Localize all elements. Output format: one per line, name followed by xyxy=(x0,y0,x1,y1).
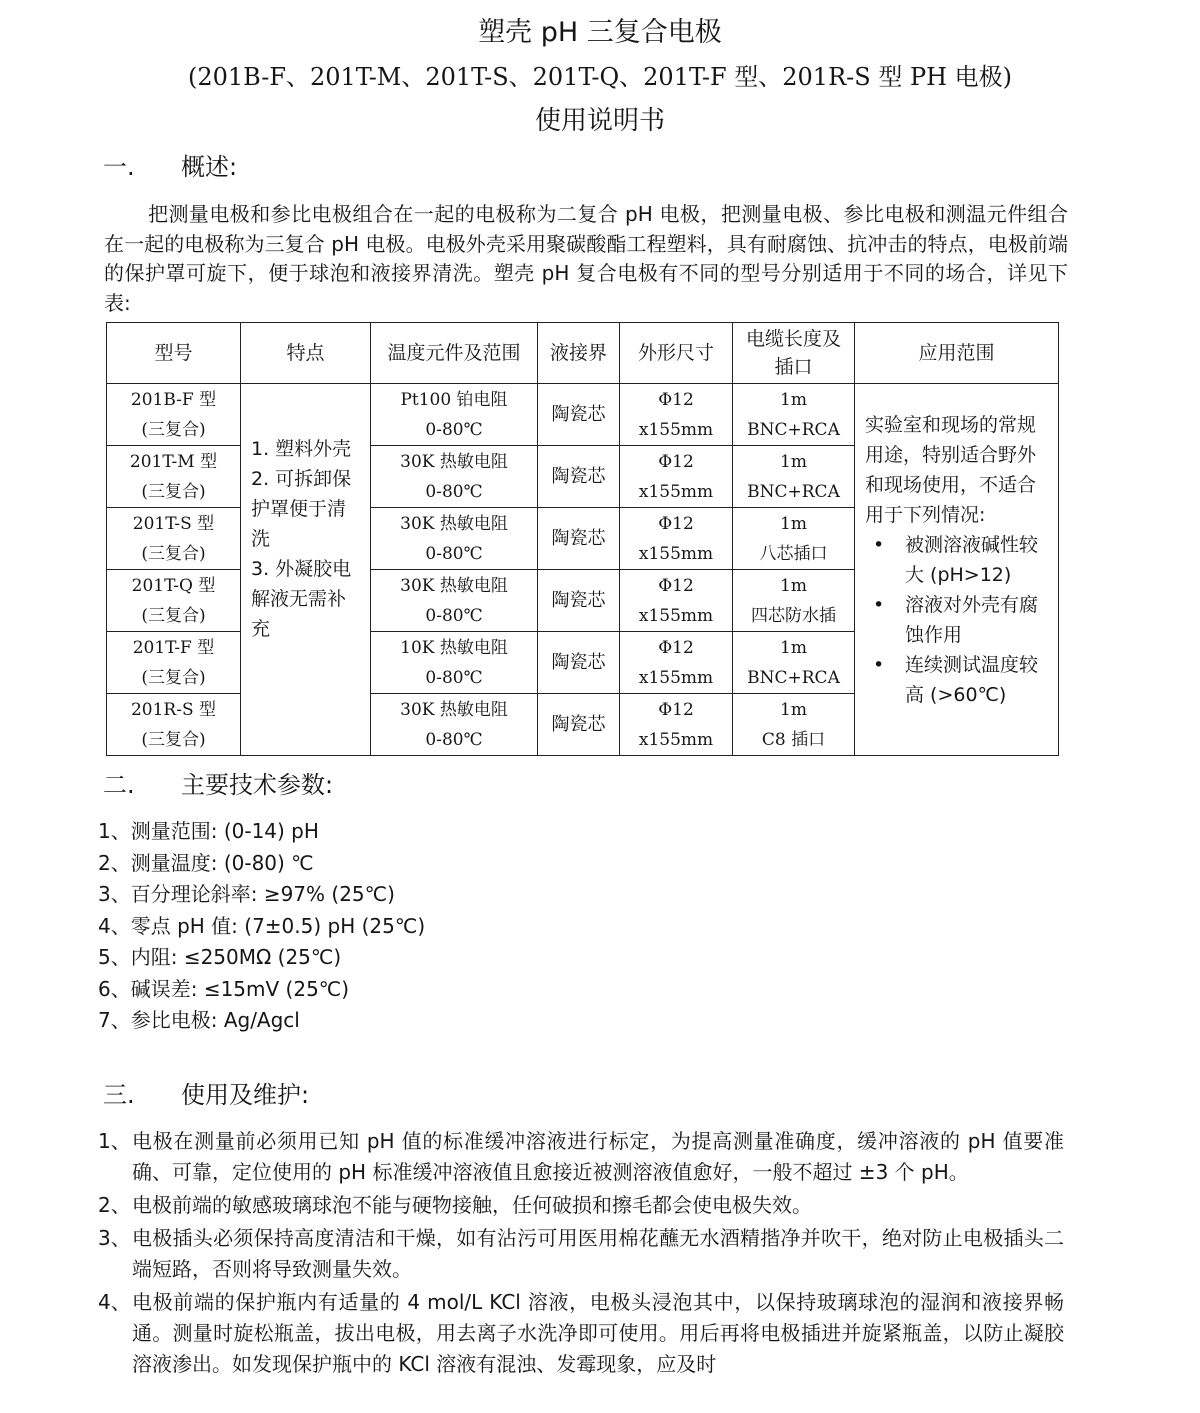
size-length: x155mm xyxy=(638,605,714,626)
feature-item: 2. 可拆卸保护罩便于清洗 xyxy=(251,468,352,550)
item-text: 电极插头必须保持高度清洁和干燥，如有沾污可用医用棉花蘸无水酒精揩净并吹干，绝对防止电极插头二端短路，否则将导致测量失效。 xyxy=(132,1226,1064,1281)
list-item: 7、参比电极: Ag/Agcl xyxy=(98,1008,300,1032)
section-number: 三. xyxy=(103,1081,135,1109)
list-item xyxy=(98,1190,1064,1221)
connector-type: 四芯防水插 xyxy=(751,605,836,626)
model-kind: (三复合) xyxy=(141,605,206,626)
column-header-junction: 液接界 xyxy=(538,323,620,384)
temperature-cell xyxy=(371,570,538,632)
page-subtitle: (201B-F、201T-M、201T-S、201T-Q、201T-F 型、201R-S 型 PH 电极) xyxy=(187,63,1013,91)
junction-cell: 陶瓷芯 xyxy=(538,694,620,756)
temperature-element: Pt100 铂电阻 xyxy=(400,389,508,410)
column-header-temperature: 温度元件及范围 xyxy=(371,323,538,384)
junction-cell: 陶瓷芯 xyxy=(538,446,620,508)
section-title: 使用及维护: xyxy=(181,1081,310,1109)
feature-item: 3. 外凝胶电解液无需补充 xyxy=(251,558,352,640)
column-header-application: 应用范围 xyxy=(855,323,1059,384)
size-diameter: Φ12 xyxy=(658,575,694,596)
size-length: x155mm xyxy=(638,729,714,750)
section-heading-usage xyxy=(103,1078,309,1112)
cable-length: 1m xyxy=(780,513,807,534)
size-length: x155mm xyxy=(638,667,714,688)
feature-item: 1. 塑料外壳 xyxy=(251,438,352,460)
cable-length: 1m xyxy=(780,389,807,410)
item-number: 1、 xyxy=(98,1129,131,1153)
temperature-cell xyxy=(371,508,538,570)
connector-type: BNC+RCA xyxy=(747,419,840,440)
size-length: x155mm xyxy=(638,419,714,440)
temperature-range: 0-80℃ xyxy=(425,605,483,626)
size-diameter: Φ12 xyxy=(658,451,694,472)
junction-cell: 陶瓷芯 xyxy=(538,570,620,632)
size-cell xyxy=(620,446,733,508)
size-cell xyxy=(620,570,733,632)
model-name: 201T-Q 型 xyxy=(131,575,216,596)
temperature-cell xyxy=(371,632,538,694)
section-number: 二. xyxy=(103,771,135,799)
temperature-range: 0-80℃ xyxy=(425,481,483,502)
junction-cell: 陶瓷芯 xyxy=(538,384,620,446)
size-cell xyxy=(620,694,733,756)
item-number: 3、 xyxy=(98,1226,131,1250)
model-name: 201T-M 型 xyxy=(129,451,218,472)
item-number: 2、 xyxy=(98,1193,131,1217)
application-intro: 实验室和现场的常规用途，特别适合野外和现场使用，不适合用于下列情况: xyxy=(865,414,1037,526)
model-cell xyxy=(107,570,241,632)
list-item: 1、测量范围: (0-14) pH xyxy=(98,819,319,843)
list-item: • 溶液对外壳有腐蚀作用 xyxy=(865,590,1050,650)
temperature-range: 0-80℃ xyxy=(425,419,483,440)
list-item: 2、测量温度: (0-80) ℃ xyxy=(98,850,314,875)
list-item: • 连续测试温度较高 (>60℃) xyxy=(865,650,1050,710)
item-text: 电极前端的敏感玻璃球泡不能与硬物接触，任何破损和擦毛都会使电极失效。 xyxy=(132,1193,812,1217)
cable-length: 1m xyxy=(780,575,807,596)
table-header-row xyxy=(107,323,1059,384)
temperature-element: 30K 热敏电阻 xyxy=(400,699,508,720)
size-cell xyxy=(620,632,733,694)
temperature-range: 0-80℃ xyxy=(425,667,483,688)
list-item: • 被测溶液碱性较大 (pH>12) xyxy=(865,530,1050,590)
overview-paragraph: 把测量电极和参比电极组合在一起的电极称为二复合 pH 电极，把测量电极、参比电极和测温元件组合在一起的电极称为三复合 pH 电极。电极外壳采用聚碳酸酯工程塑料，具有耐腐蚀、抗冲击的特点，电极前端的保护罩可旋下，便于球泡和液接界清洗。塑壳 pH 复合电极有不同的型号分别适用于不同的场合，详见下表: xyxy=(104,202,1068,315)
model-name: 201T-S 型 xyxy=(132,513,215,534)
column-header-cable: 电缆长度及插口 xyxy=(733,323,855,384)
document-title: 使用说明书 xyxy=(534,106,665,136)
size-cell xyxy=(620,384,733,446)
model-cell xyxy=(107,508,241,570)
temperature-range: 0-80℃ xyxy=(425,543,483,564)
model-kind: (三复合) xyxy=(141,667,206,688)
list-item: 3、百分理论斜率: ≥97% (25℃) xyxy=(98,882,395,906)
model-cell xyxy=(107,694,241,756)
model-cell xyxy=(107,632,241,694)
section-heading-params xyxy=(103,768,333,802)
section-number: 一. xyxy=(103,153,135,181)
temperature-cell xyxy=(371,384,538,446)
model-name: 201R-S 型 xyxy=(130,699,217,720)
column-header-model: 型号 xyxy=(107,323,241,384)
size-diameter: Φ12 xyxy=(658,513,694,534)
list-item xyxy=(98,1287,1064,1380)
list-item: 5、内阻: ≤250MΩ (25℃) xyxy=(98,945,342,969)
model-cell xyxy=(107,384,241,446)
column-header-features: 特点 xyxy=(241,323,371,384)
cable-cell xyxy=(733,632,855,694)
cable-cell xyxy=(733,446,855,508)
item-text: 电极前端的保护瓶内有适量的 4 mol/L KCl 溶液，电极头浸泡其中，以保持玻璃球泡的湿润和液接界畅通。测量时旋松瓶盖，拔出电极，用去离子水洗净即可使用。用后再将电极插进并旋紧瓶盖，以防止凝胶溶液渗出。如发现保护瓶中的 KCl 溶液有混浊、发霉现象，应及时 xyxy=(132,1290,1064,1376)
junction-cell: 陶瓷芯 xyxy=(538,632,620,694)
item-number: 4、 xyxy=(98,1290,131,1314)
model-kind: (三复合) xyxy=(141,481,206,502)
model-kind: (三复合) xyxy=(141,543,206,564)
temperature-cell xyxy=(371,694,538,756)
cable-length: 1m xyxy=(780,451,807,472)
temperature-element: 30K 热敏电阻 xyxy=(400,451,508,472)
list-item: 6、碱误差: ≤15mV (25℃) xyxy=(98,976,350,1001)
cable-cell xyxy=(733,508,855,570)
connector-type: BNC+RCA xyxy=(747,667,840,688)
cable-cell xyxy=(733,570,855,632)
cable-length: 1m xyxy=(780,699,807,720)
model-kind: (三复合) xyxy=(141,419,206,440)
cable-cell xyxy=(733,694,855,756)
connector-type: BNC+RCA xyxy=(747,481,840,502)
page-title: 塑壳 pH 三复合电极 xyxy=(478,17,722,48)
size-cell xyxy=(620,508,733,570)
model-name: 201T-F 型 xyxy=(132,637,215,658)
model-cell xyxy=(107,446,241,508)
size-length: x155mm xyxy=(638,543,714,564)
column-header-size: 外形尺寸 xyxy=(620,323,733,384)
temperature-range: 0-80℃ xyxy=(425,729,483,750)
features-cell xyxy=(241,384,371,756)
size-length: x155mm xyxy=(638,481,714,502)
size-diameter: Φ12 xyxy=(658,637,694,658)
list-item xyxy=(98,1223,1064,1285)
connector-type: 八芯插口 xyxy=(759,543,828,564)
application-cell xyxy=(855,384,1059,756)
temperature-element: 30K 热敏电阻 xyxy=(400,575,508,596)
section-title: 概述: xyxy=(181,153,238,181)
model-name: 201B-F 型 xyxy=(130,389,217,410)
list-item: 4、零点 pH 值: (7±0.5) pH (25℃) xyxy=(98,913,426,938)
item-text: 电极在测量前必须用已知 pH 值的标准缓冲溶液进行标定，为提高测量准确度，缓冲溶液的 pH 值要准确、可靠，定位使用的 pH 标准缓冲溶液值且愈接近被测溶液值愈好，一般不超过 ±3 个 pH。 xyxy=(132,1129,1064,1184)
size-diameter: Φ12 xyxy=(658,389,694,410)
section-title: 主要技术参数: xyxy=(181,771,334,799)
temperature-cell xyxy=(371,446,538,508)
cable-length: 1m xyxy=(780,637,807,658)
temperature-element: 30K 热敏电阻 xyxy=(400,513,508,534)
connector-type: C8 插口 xyxy=(761,729,826,750)
junction-cell: 陶瓷芯 xyxy=(538,508,620,570)
application-bullet-list xyxy=(865,530,1050,710)
model-kind: (三复合) xyxy=(141,729,206,750)
params-list xyxy=(98,816,425,1037)
table-row xyxy=(107,384,1059,446)
cable-cell xyxy=(733,384,855,446)
size-diameter: Φ12 xyxy=(658,699,694,720)
section-heading-overview xyxy=(103,150,237,184)
usage-list xyxy=(98,1126,1064,1382)
list-item xyxy=(98,1126,1064,1188)
model-spec-table xyxy=(106,322,1059,756)
temperature-element: 10K 热敏电阻 xyxy=(400,637,508,658)
